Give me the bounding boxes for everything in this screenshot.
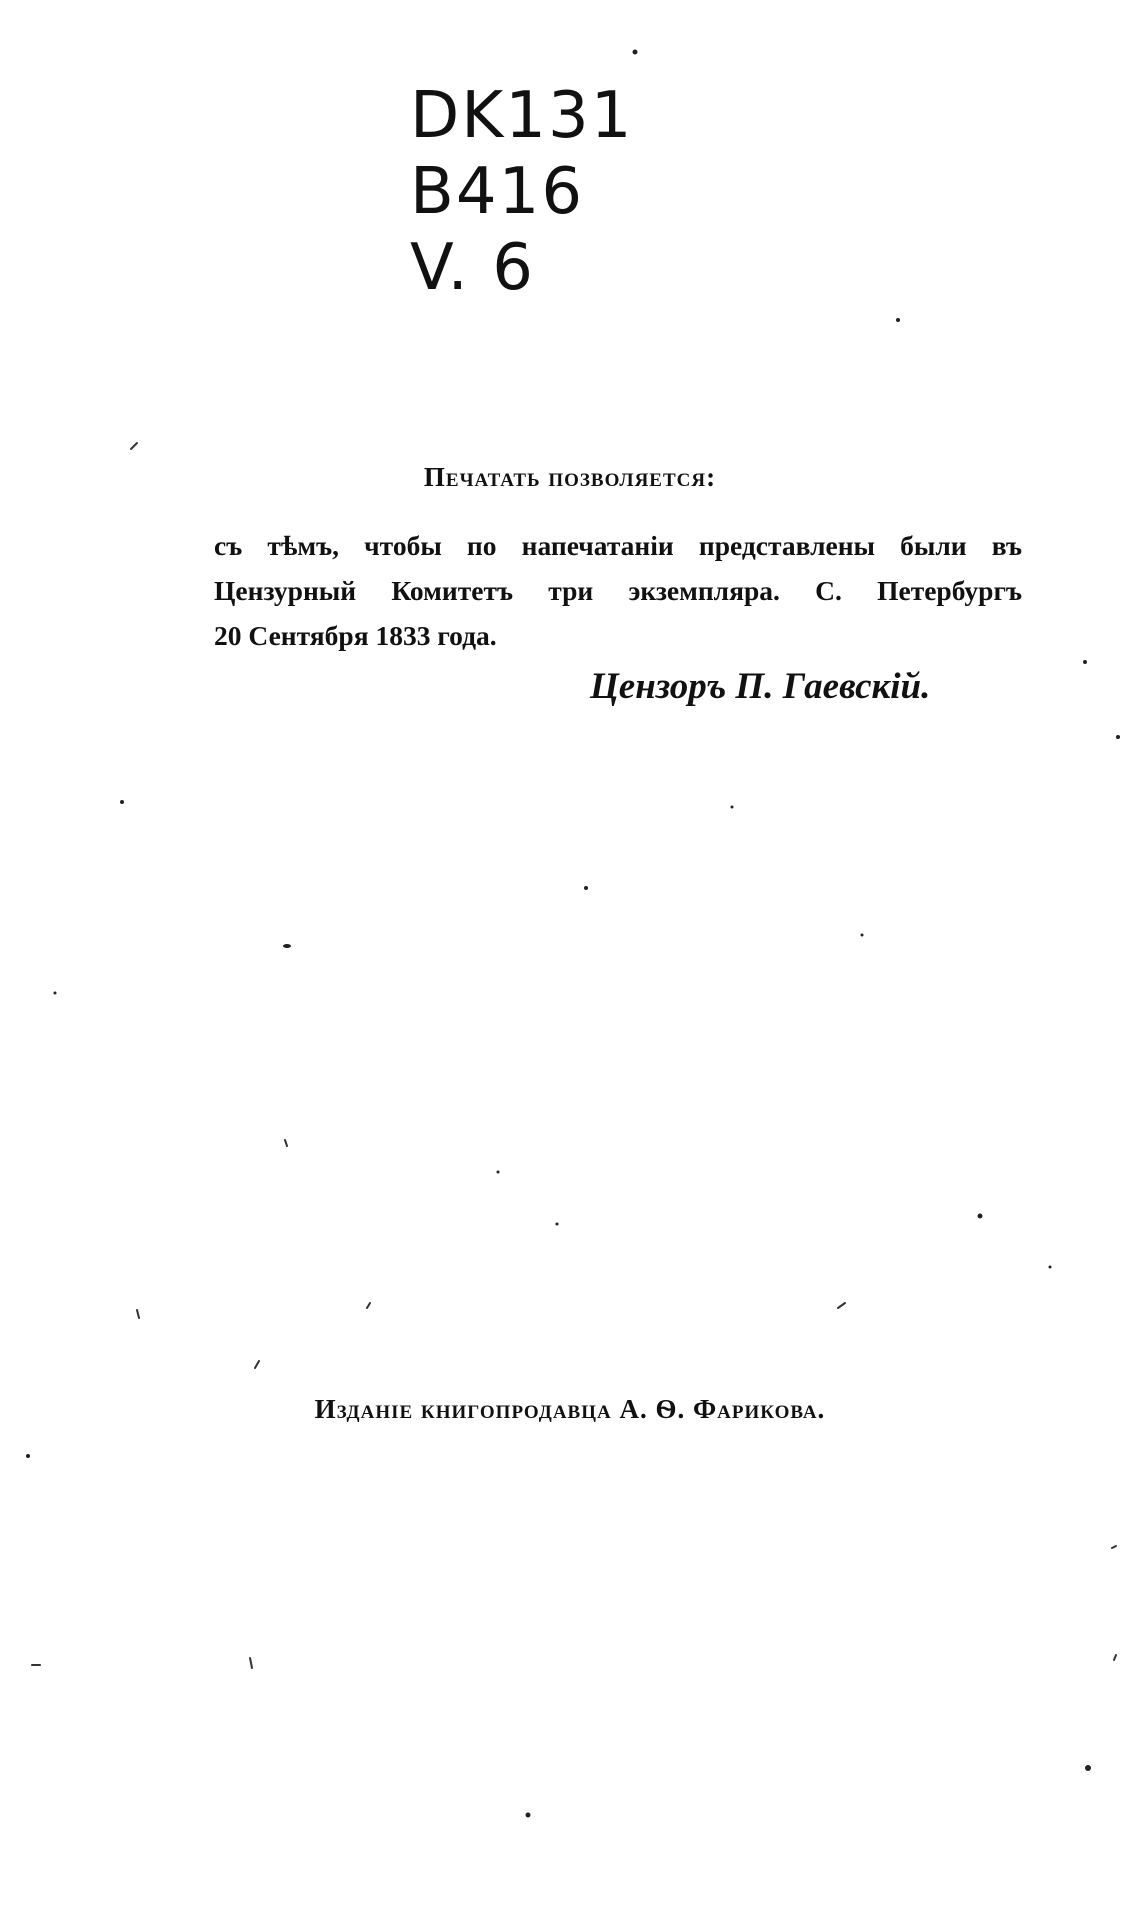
permit-line: съ тѣмъ, чтобы по напечатаніи представлены были въ (214, 530, 1022, 561)
permit-line: 20 Сентября 1833 года. (214, 620, 497, 651)
call-number-line: DK131 (410, 79, 634, 153)
publisher-line: Изданіе книгопродавца А. Ѳ. Фарикова. (314, 1394, 826, 1424)
censor-permit-heading: Печатать позволяется: (423, 462, 717, 492)
censor-signature: Цензоръ П. Гаевскій. (590, 666, 931, 707)
call-number-line: B416 (410, 155, 585, 229)
handwritten-call-number (410, 78, 634, 306)
censor-permit-text (214, 523, 1022, 658)
call-number-line: V. 6 (410, 231, 535, 305)
permit-line: Цензурный Комитетъ три экземпляра. С. Петербургъ (214, 575, 1022, 606)
